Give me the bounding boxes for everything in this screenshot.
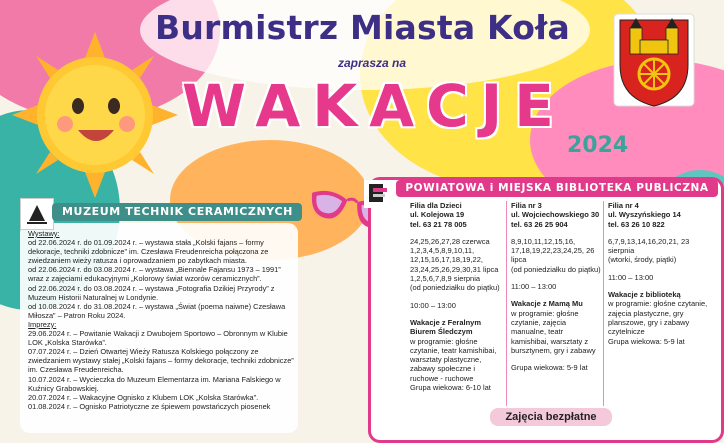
- sun-icon: [10, 30, 180, 200]
- museum-line: 01.08.2024 r. – Ognisko Patriotyczne ze śpiewem powstańczych piosenek: [28, 401, 271, 411]
- branch-program: w programie: głośne czytanie, zajęcia manualne, teatr kamishibai, warsztaty z bursztynem, gry i zabawy: [511, 308, 596, 355]
- branch-hours: 11:00 – 13:00: [608, 272, 654, 282]
- branch-address: ul. Wyszyńskiego 14: [608, 210, 681, 220]
- branch-activity: Wakacje z Mamą Mu: [511, 299, 583, 309]
- branch-address: ul. Wojciechowskiego 30: [511, 210, 600, 220]
- museum-line: od 22.06.2024 r. do 03.08.2024 r. – wystawa „Fotografia Dzikiej Przyrody” z Muzeum Historii Naturalnej w Londynie.: [28, 283, 275, 302]
- museum-line: 07.07.2024 r. – Dzień Otwartej Wieży Ratusza Kolskiego połączony ze zwiedzaniem wystawy stałej „Kolski fajans – formy dekoracje, techniki zdobnicze” im. Czesława Freudenreicha.: [28, 347, 294, 375]
- branch-program: w programie: głośne czytanie, zajęcia plastyczne, gry planszowe, gry i zabawy czytelnicze: [608, 299, 708, 337]
- museum-logo-icon: [20, 198, 54, 230]
- year-label: 2024: [567, 133, 629, 158]
- museum-line: 29.06.2024 r. – Powitanie Wakacji z Dwubojem Sportowo – Obronnym w Klubie LOK „Kolska Starówka”.: [28, 329, 288, 348]
- museum-line: od 22.06.2024 r. do 01.09.2024 r. – wystawa stała „Kolski fajans – formy dekoracje, techniki zdobnicze” im. Czesława Freudenreicha połączona ze zwiedzaniem wieży ratusza i oprowadzaniem po zabytkach miasta.: [28, 238, 269, 266]
- wakacje-heading: WAKACJE: [182, 72, 566, 140]
- page-title: Burmistrz Miasta Koła: [155, 8, 570, 47]
- branch-program: w programie: głośne czytanie, teatr kamishibai, warsztaty plastyczne, zabawy społeczne i ruchowe - ruchowe: [410, 336, 497, 383]
- museum-line: 10.07.2024 r. – Wycieczka do Muzeum Elementarza im. Mariana Falskiego w Kuźnicy Grabowskiej.: [28, 374, 281, 393]
- branch-name: Filia dla Dzieci: [410, 201, 462, 210]
- branch-name: Filia nr 3: [511, 201, 542, 210]
- branch-age: Grupa wiekowa: 5-9 lat: [511, 363, 588, 373]
- library-logo-icon: [364, 180, 394, 208]
- column-divider: [506, 201, 507, 406]
- museum-line: od 22.06.2024 r. do 03.08.2024 r. – wystawa „Biennale Fajansu 1973 – 1991” wraz z zajęciami edukacyjnymi „Kolorowy świat wzorów ceramicznych”.: [28, 265, 281, 284]
- branch-column-2: [511, 201, 601, 372]
- branch-age: Grupa wiekowa: 5-9 lat: [608, 336, 685, 346]
- branch-hours: 11:00 – 13:00: [511, 282, 557, 292]
- branch-address: ul. Kolejowa 19: [410, 210, 465, 220]
- branch-phone: tel. 63 26 25 904: [511, 219, 568, 229]
- branch-column-1: [410, 201, 502, 392]
- branch-name: Filia nr 4: [608, 201, 639, 210]
- coat-of-arms-icon: [610, 10, 698, 110]
- subtitle: zaprasza na: [338, 56, 407, 70]
- museum-text: [28, 229, 296, 411]
- branch-column-3: [608, 201, 708, 346]
- museum-line: Wystawy:: [28, 229, 60, 238]
- library-heading: POWIATOWA i MIEJSKA BIBLIOTEKA PUBLICZNA: [396, 180, 718, 197]
- branch-note: (wtorki, środy, piątki): [608, 255, 677, 265]
- museum-line: 20.07.2024 r. – Wakacyjne Ognisko z Klubem LOK „Kolska Starówka”.: [28, 392, 259, 402]
- museum-heading: MUZEUM TECHNIK CERAMICZNYCH: [52, 203, 302, 221]
- museum-line: od 10.08.2024 r. do 31.08.2024 r. – wystawa „Świat (poema naiwne) Czesława Miłosza” – Patron Roku 2024.: [28, 301, 286, 320]
- branch-activity: Wakacje z Feralnym Biurem Śledczym: [410, 317, 482, 337]
- branch-age: Grupa wiekowa: 6-10 lat: [410, 383, 491, 393]
- branch-dates: 24,25,26,27,28 czerwca 1,2,3,4,5,8,9,10,11, 12,15,16,17,18,19,22, 23,24,25,26,29,30,31 lipca 1,2,5,6,7,8,9 sierpnia: [410, 236, 499, 284]
- branch-phone: tel. 63 21 78 005: [410, 219, 467, 229]
- branch-dates: 6,7,9,13,14,16,20,21, 23 sierpnia: [608, 236, 690, 256]
- branch-note: (od poniedziałku do piątku): [511, 264, 601, 274]
- branch-phone: tel. 63 26 10 822: [608, 219, 665, 229]
- free-classes-label: Zajęcia bezpłatne: [490, 408, 612, 426]
- museum-line: Imprezy:: [28, 319, 57, 329]
- branch-note: (od poniedziałku do piątku): [410, 283, 500, 293]
- branch-hours: 10:00 – 13:00: [410, 300, 456, 310]
- column-divider: [603, 201, 604, 406]
- branch-activity: Wakacje z biblioteką: [608, 290, 681, 300]
- branch-dates: 8,9,10,11,12,15,16, 17,18,19,22,23,24,25, 26 lipca: [511, 236, 595, 265]
